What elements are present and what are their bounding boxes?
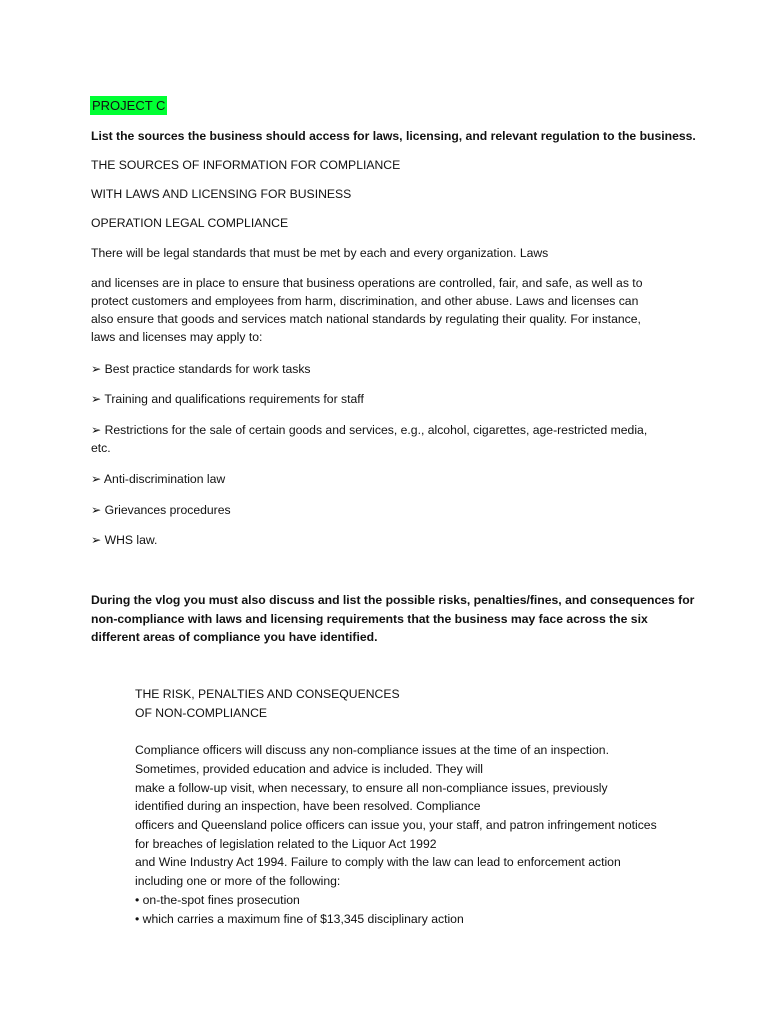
section-2-line: including one or more of the following: [135,874,341,888]
question-2-line: During the vlog you must also discuss and list the possible risks, penalties/fines, and consequences for [91,593,695,607]
bullet-item: ➢ Best practice standards for work tasks [91,362,311,376]
bullet-item: ➢ Restrictions for the sale of certain goods and services, e.g., alcohol, cigarettes, age-restricted media, [91,423,648,437]
section-2-heading: THE RISK, PENALTIES AND CONSEQUENCES [135,687,400,701]
bullet-item: ➢ WHS law. [91,533,158,547]
section-2-line: Compliance officers will discuss any non-compliance issues at the time of an inspection. [135,743,609,757]
section-2-line: officers and Queensland police officers can issue you, your staff, and patron infringement notices [135,818,657,832]
project-title: PROJECT C [92,98,166,113]
section-2-line: identified during an inspection, have been resolved. Compliance [135,799,481,813]
bullet-item: ➢ Grievances procedures [91,503,231,517]
section-2-line: for breaches of legislation related to the Liquor Act 1992 [135,837,437,851]
question-2-line: different areas of compliance you have identified. [91,630,378,644]
question-2-line: non-compliance with laws and licensing requirements that the business may face across the six [91,612,648,626]
section-2-line: and Wine Industry Act 1994. Failure to comply with the law can lead to enforcement action [135,855,621,869]
heading-line: THE SOURCES OF INFORMATION FOR COMPLIANCE [91,158,401,172]
heading-line: OPERATION LEGAL COMPLIANCE [91,216,289,230]
section-2-bullet: • which carries a maximum fine of $13,345 disciplinary action [135,912,464,926]
paragraph-line: also ensure that goods and services match national standards by regulating their quality. For instance, [91,312,641,326]
paragraph-line: laws and licenses may apply to: [91,330,263,344]
question-1: List the sources the business should access for laws, licensing, and relevant regulation to the business. [91,129,696,143]
heading-line: WITH LAWS AND LICENSING FOR BUSINESS [91,187,352,201]
section-2-line: Sometimes, provided education and advice is included. They will [135,762,483,776]
bullet-item: ➢ Training and qualifications requirements for staff [91,392,364,406]
paragraph-line: protect customers and employees from harm, discrimination, and other abuse. Laws and licenses can [91,294,639,308]
section-2-line: make a follow-up visit, when necessary, to ensure all non-compliance issues, previously [135,781,608,795]
intro-line: There will be legal standards that must be met by each and every organization. Laws [91,246,549,260]
bullet-item: ➢ Anti-discrimination law [91,472,226,486]
paragraph-line: and licenses are in place to ensure that business operations are controlled, fair, and safe, as well as to [91,276,643,290]
section-2-heading: OF NON-COMPLIANCE [135,706,268,720]
section-2-bullet: • on-the-spot fines prosecution [135,893,300,907]
bullet-item-continuation: etc. [91,441,111,455]
